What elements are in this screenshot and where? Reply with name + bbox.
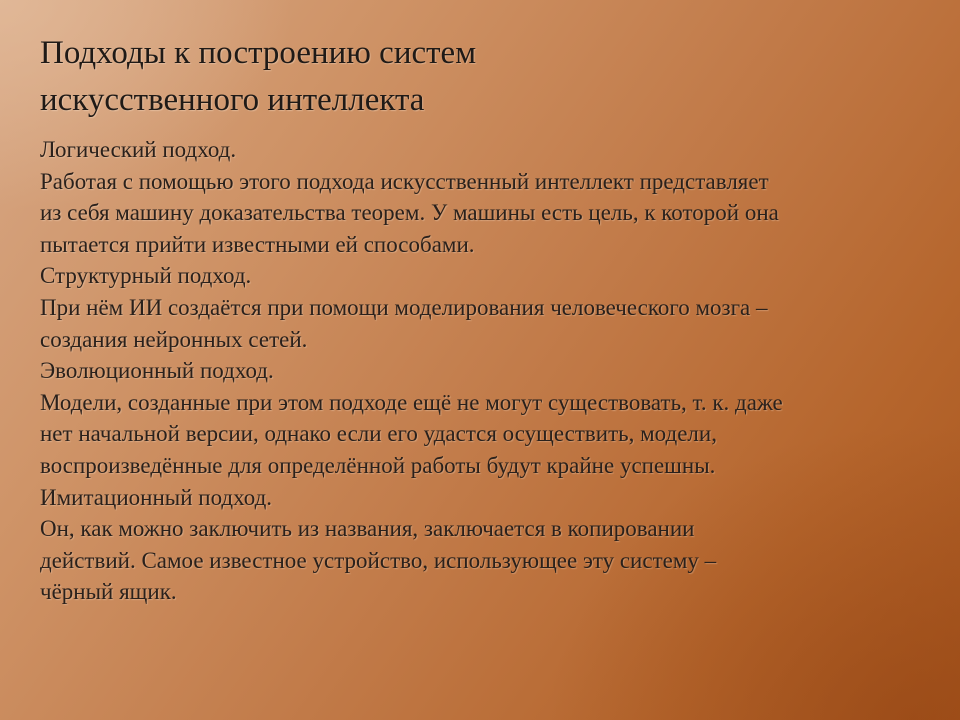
body-line: Работая с помощью этого подхода искусственный интеллект представляет	[40, 168, 769, 194]
body-line: из себя машину доказательства теорем. У машины есть цель, к которой она	[40, 200, 779, 226]
section-heading-structural: Структурный подход.	[40, 263, 252, 289]
title-line: Подходы к построению систем	[40, 35, 477, 71]
body-line: создания нейронных сетей.	[40, 326, 308, 352]
section-heading-evolutionary: Эволюционный подход.	[40, 358, 274, 384]
slide-title	[40, 30, 920, 124]
body-line: Он, как можно заключить из названия, заключается в копировании	[40, 516, 695, 542]
section-heading-imitation: Имитационный подход.	[40, 484, 273, 510]
body-line: Модели, созданные при этом подходе ещё не могут существовать, т. к. даже	[40, 389, 783, 415]
body-line: воспроизведённые для определённой работы будут крайне успешны.	[40, 452, 716, 478]
body-line: действий. Самое известное устройство, использующее эту систему –	[40, 547, 717, 573]
section-heading-logical: Логический подход.	[40, 137, 237, 162]
body-line: При нём ИИ создаётся при помощи моделирования человеческого мозга –	[40, 294, 768, 320]
body-line: нет начальной версии, однако если его удастся осуществить, модели,	[40, 421, 717, 447]
body-line: чёрный ящик.	[40, 579, 177, 605]
title-line: искусственного интеллекта	[40, 82, 425, 118]
body-line: пытается прийти известными ей способами.	[40, 231, 475, 257]
slide-body-text	[40, 134, 930, 608]
